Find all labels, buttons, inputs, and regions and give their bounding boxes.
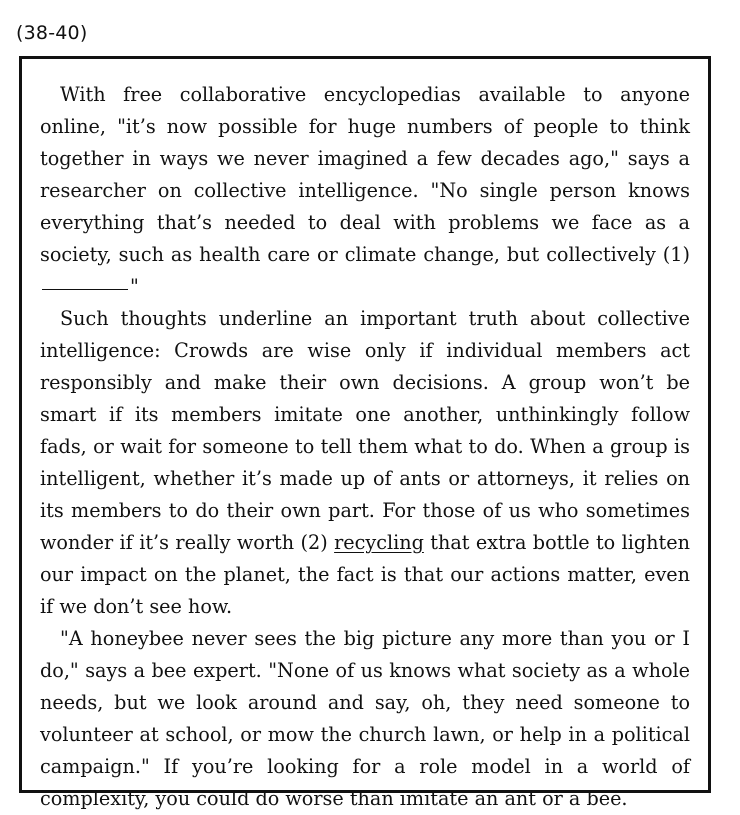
paragraph-1-closing-quote: " bbox=[130, 275, 139, 298]
paragraph-1 bbox=[40, 79, 690, 303]
paragraph-2 bbox=[40, 303, 690, 623]
underlined-word-recycling: recycling bbox=[334, 531, 424, 554]
paragraph-1-text: With free collaborative encyclopedias available to anyone online, "it’s now possible for huge numbers of people to think together in ways we never imagined a few decades ago," says a researcher on collective intelligence. "No single person knows everything that’s needed to deal with problems we face as a society, such as health care or climate change, but collectively (1) bbox=[40, 83, 690, 266]
paragraph-2-text-start: Such thoughts underline an important truth about collective intelligence: Crowds are wise only if individual members act responsibly and make their own decisions. A group won’t be smart if its members imitate one another, unthinkingly follow fads, or wait for someone to tell them what to do. When a group is intelligent, whether it’s made up of ants or attorneys, it relies on its members to do their own part. For those of us who sometimes wonder if it’s really worth (2) bbox=[40, 307, 690, 554]
paragraph-2-text-end: that extra bottle to lighten our impact on the planet, the fact is that our actions matter, even if we don’t see how. bbox=[40, 531, 690, 618]
answer-blank-1 bbox=[42, 289, 128, 290]
question-range-label: (38-40) bbox=[16, 22, 88, 44]
paragraph-3 bbox=[40, 623, 690, 815]
reading-passage-box bbox=[19, 56, 711, 810]
paragraph-3-text: "A honeybee never sees the big picture any more than you or I do," says a bee expert. "None of us knows what society as a whole needs, but we look around and say, oh, they need someone to volunteer at school, or mow the church lawn, or help in a political campaign." If you’re looking for a role model in a world of complexity, you could do worse than imitate an ant or a bee. bbox=[40, 627, 690, 810]
